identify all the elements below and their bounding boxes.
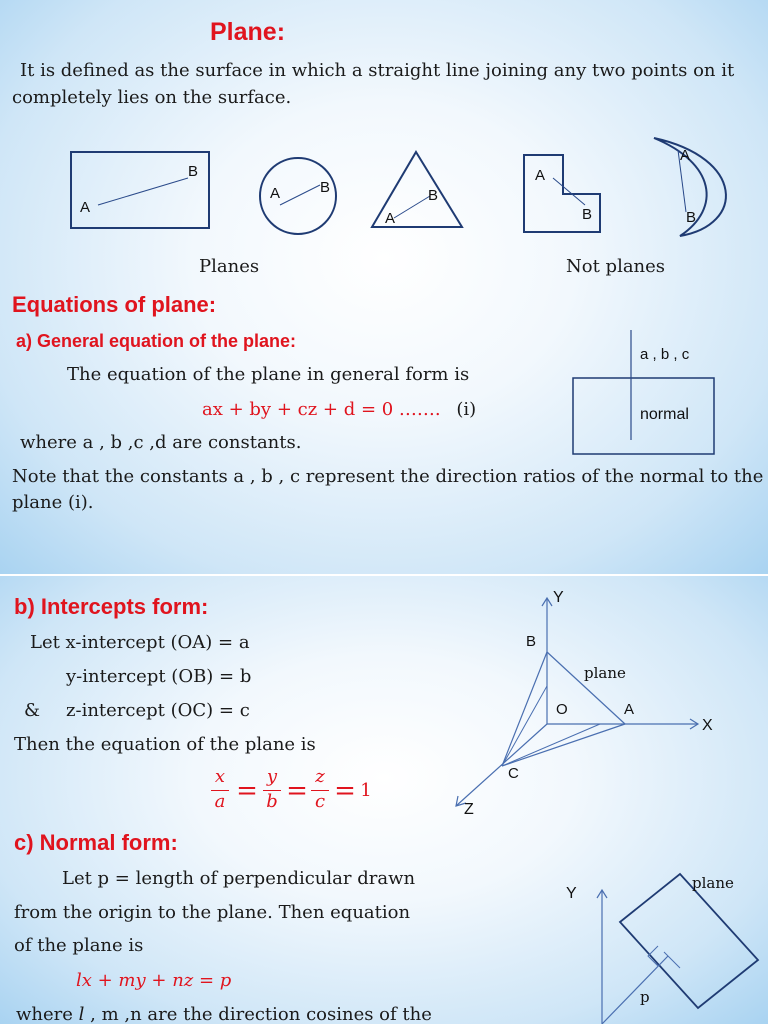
crescent-label-b: B xyxy=(686,209,697,226)
circle-label-b: B xyxy=(320,179,331,196)
lshape-label-a: A xyxy=(535,167,546,184)
eq-one: 1 xyxy=(360,780,372,801)
axis-label-y: Y xyxy=(553,589,564,606)
normal-line-3: of the plane is xyxy=(14,935,144,956)
crescent-label-a: A xyxy=(680,147,691,164)
intercept-equation xyxy=(208,766,378,816)
eq-sign-1: = xyxy=(236,776,258,806)
frac3-num: z xyxy=(315,766,325,787)
normal-where-line xyxy=(16,1004,432,1024)
note-line-1: Note that the constants a , b , c represent the direction ratios of the normal to the xyxy=(12,466,764,487)
then-equation-text: Then the equation of the plane is xyxy=(14,734,316,755)
normal-where-l: l xyxy=(78,1004,85,1024)
point-label-o: O xyxy=(556,701,568,718)
normal-where-prefix: where xyxy=(16,1004,79,1024)
intercept-y: y-intercept (OB) = b xyxy=(66,666,252,687)
intercept-x: Let x-intercept (OA) = a xyxy=(30,632,250,653)
plane-shapes-figure xyxy=(0,130,768,250)
frac2-num: y xyxy=(266,766,278,787)
general-equation: ax + by + cz + d = 0 ……. xyxy=(202,399,447,420)
section-heading-equations: Equations of plane: xyxy=(12,292,217,317)
edge-c-a xyxy=(502,724,625,766)
normal-where-rest: , m ,n are the direction cosines of the xyxy=(84,1004,432,1024)
normal-vector-figure xyxy=(560,325,730,465)
axis-label-z: Z xyxy=(464,801,474,818)
edge-b-c xyxy=(502,652,547,766)
normal-fig-label-plane: plane xyxy=(692,874,734,892)
normal-line-2: from the origin to the plane. Then equation xyxy=(14,902,411,923)
subheading-normal-form: c) Normal form: xyxy=(14,830,178,855)
slide-plane-forms xyxy=(0,576,768,1024)
frac3-den: c xyxy=(314,791,326,812)
caption-planes: Planes xyxy=(199,256,260,277)
lshape-label-b: B xyxy=(582,206,593,223)
circle-label-a: A xyxy=(270,185,281,202)
normal-equation: lx + my + nz = p xyxy=(76,970,232,991)
eq-sign-3: = xyxy=(334,776,356,806)
caption-not-planes: Not planes xyxy=(566,256,666,277)
normal-direction-ratios: a , b , c xyxy=(640,346,690,363)
triangle-label-b: B xyxy=(428,187,439,204)
rectangle-chord xyxy=(98,178,188,205)
triangle-label-a: A xyxy=(385,210,396,227)
frac1-den: a xyxy=(214,791,226,812)
axis-label-x: X xyxy=(702,717,713,734)
general-equation-line xyxy=(202,399,476,420)
normal-line-1: Let p = length of perpendicular drawn xyxy=(62,868,416,889)
slide-title: Plane: xyxy=(210,18,286,46)
l-shape-chord xyxy=(553,178,585,205)
rect-label-a: A xyxy=(80,199,91,216)
point-label-b: B xyxy=(526,633,537,650)
normal-form-figure xyxy=(540,856,768,1024)
plane-label: plane xyxy=(584,664,626,682)
constants-note: where a , b ,c ,d are constants. xyxy=(20,432,302,453)
note-line-2: plane (i). xyxy=(12,492,94,513)
normal-fig-label-p: p xyxy=(640,988,650,1006)
point-label-c: C xyxy=(508,765,519,782)
rect-label-b: B xyxy=(188,163,199,180)
z-axis xyxy=(456,724,547,806)
subheading-general-equation: a) General equation of the plane: xyxy=(16,331,297,351)
general-equation-ref: (i) xyxy=(456,399,477,420)
ampersand: & xyxy=(24,700,41,721)
normal-label: normal xyxy=(640,406,689,423)
definition-line-2: completely lies on the surface. xyxy=(12,87,292,108)
intercept-z: z-intercept (OC) = c xyxy=(66,700,250,721)
right-angle-marker-2 xyxy=(664,952,680,968)
circle-chord xyxy=(280,185,320,205)
eq-sign-2: = xyxy=(286,776,308,806)
intercept-axes-figure xyxy=(440,586,740,826)
plane-hatch-2 xyxy=(502,686,547,766)
perpendicular-p xyxy=(602,956,668,1024)
definition-line-1: It is defined as the surface in which a straight line joining any two points on it xyxy=(20,60,735,81)
triangle-chord xyxy=(394,196,430,218)
subheading-intercepts-form: b) Intercepts form: xyxy=(14,594,209,619)
point-label-a: A xyxy=(624,701,635,718)
normal-fig-label-y: Y xyxy=(566,885,577,902)
general-intro: The equation of the plane in general form is xyxy=(67,364,470,385)
frac1-num: x xyxy=(214,766,226,787)
frac2-den: b xyxy=(266,791,278,812)
